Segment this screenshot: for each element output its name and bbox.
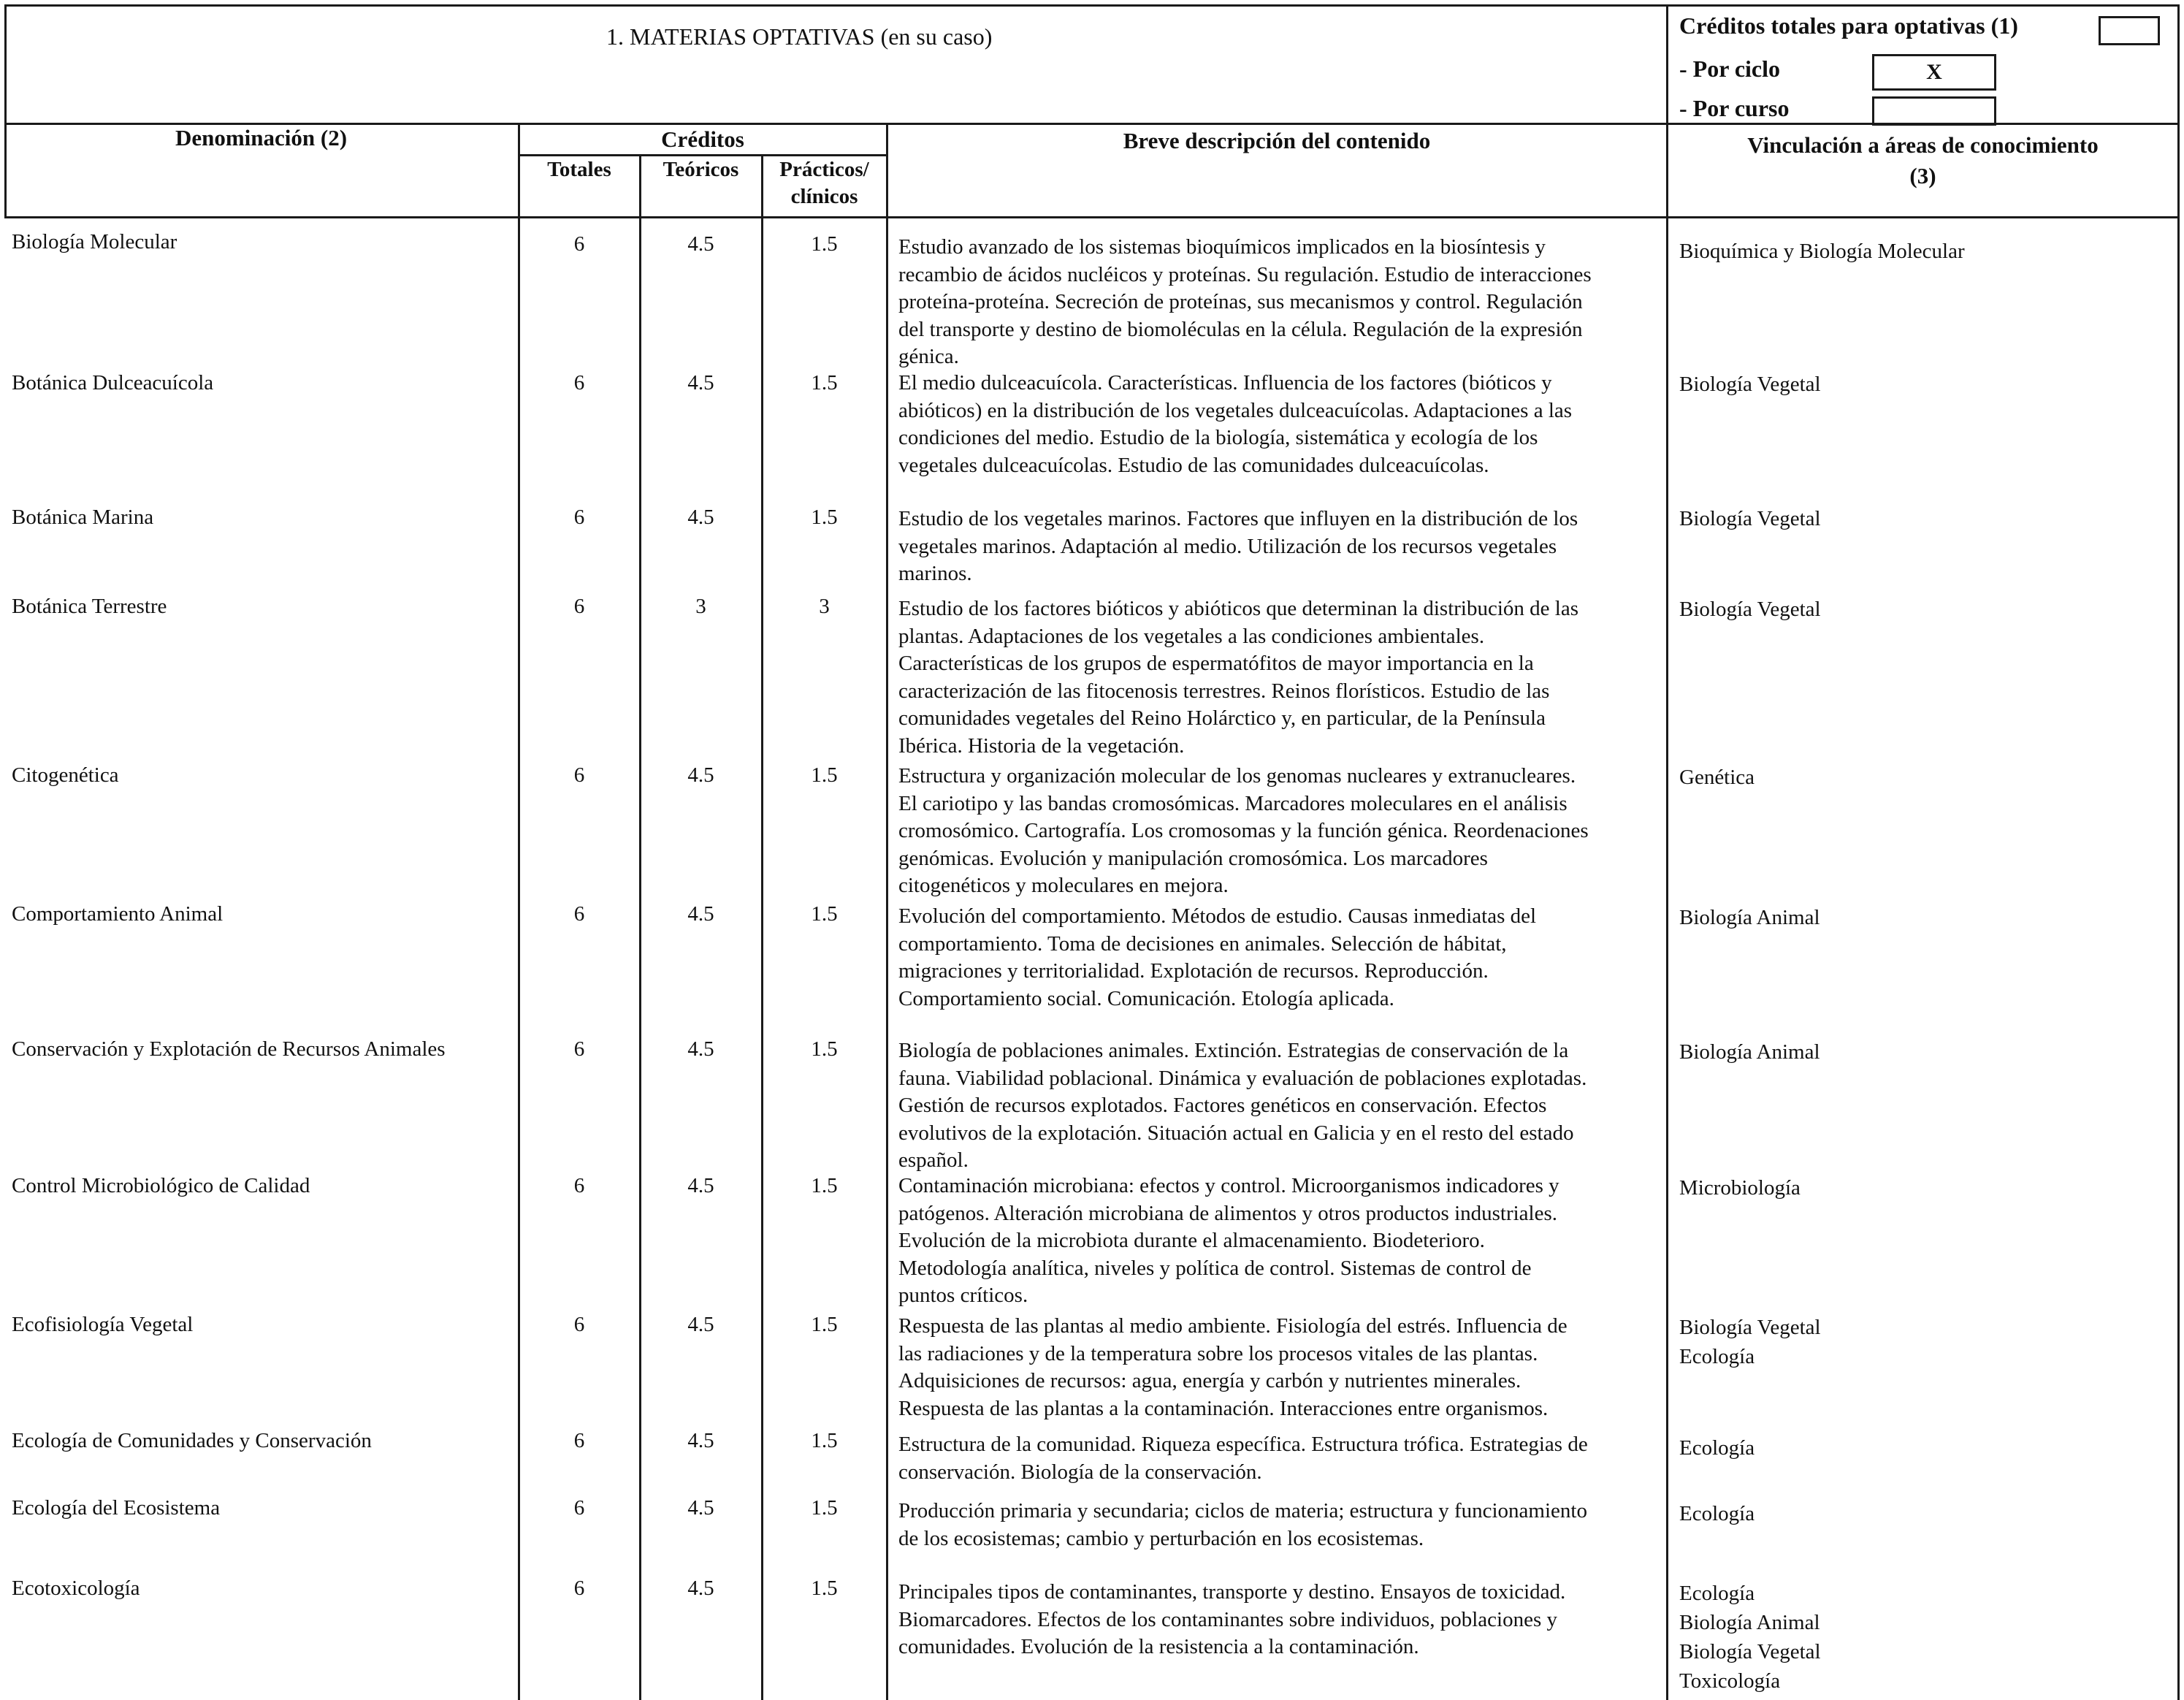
row-areas: Biología Animal — [1679, 1040, 1820, 1064]
row-description: El medio dulceacuícola. Características. Influencia de los factores (bióticos y abióticos) en la distribución de los vegetales dulceacuícolas. Adaptaciones a las condiciones del medio. Estudio de la biología, sistemática y ecología de los vegetales dulceacuícolas. Estudio de las comunidades dulceacuícolas. — [898, 371, 1573, 477]
row-totales: 6 — [573, 1429, 585, 1452]
row-name: Biología Molecular — [12, 230, 177, 254]
column-header-bottom-border — [4, 216, 2180, 218]
row-teoricos: 4.5 — [687, 371, 714, 394]
row-description: Respuesta de las plantas al medio ambiente. Fisiología del estrés. Influencia de las radiaciones y de la temperatura sobre los procesos vitales de las plantas. Adquisiciones de recursos: agua, energía y carbón y nutrientes minerales. Respuesta de las plantas a la contaminación. Interacciones entre organismos. — [898, 1314, 1568, 1420]
col-header-creditos: Créditos — [661, 126, 744, 152]
row-areas: Biología Vegetal — [1679, 598, 1821, 621]
row-practicos: 1.5 — [811, 1429, 838, 1452]
row-teoricos: 4.5 — [687, 506, 714, 529]
row-description: Estructura de la comunidad. Riqueza específica. Estructura trófica. Estrategias de conservación. Biología de la conservación. — [898, 1433, 1588, 1484]
row-description: Evolución del comportamiento. Métodos de estudio. Causas inmediatas del comportamiento. Toma de decisiones en animales. Selección de hábitat, migraciones y territorialidad. Explotación de recursos. Reproducción. Comportamiento social. Comunicación. Etología aplicada. — [898, 904, 1537, 1010]
row-practicos: 1.5 — [811, 1174, 838, 1197]
row-name: Citogenética — [12, 763, 119, 787]
row-areas: Microbiología — [1679, 1176, 1801, 1200]
row-teoricos: 4.5 — [687, 1577, 714, 1600]
col-header-practicos: Prácticos/ clínicos — [779, 158, 869, 208]
creditos-totales-label: Créditos totales para optativas (1) — [1679, 12, 2018, 39]
row-practicos: 1.5 — [811, 232, 838, 256]
row-areas: Bioquímica y Biología Molecular — [1679, 240, 1965, 263]
row-totales: 6 — [573, 371, 585, 394]
creditos-totales-box — [2099, 16, 2160, 45]
row-totales: 6 — [573, 763, 585, 787]
row-totales: 6 — [573, 1174, 585, 1197]
row-teoricos: 4.5 — [687, 1174, 714, 1197]
row-name: Control Microbiológico de Calidad — [12, 1174, 310, 1197]
col-header-teoricos: Teóricos — [663, 158, 739, 181]
col-header-totales: Totales — [547, 158, 611, 181]
row-areas: Biología Vegetal — [1679, 373, 1821, 396]
row-name: Conservación y Explotación de Recursos Animales — [12, 1037, 446, 1061]
row-name: Comportamiento Animal — [12, 902, 224, 926]
row-totales: 6 — [573, 1313, 585, 1336]
row-practicos: 1.5 — [811, 1037, 838, 1061]
row-totales: 6 — [573, 1496, 585, 1520]
row-totales: 6 — [573, 595, 585, 618]
row-teoricos: 4.5 — [687, 763, 714, 787]
row-teoricos: 4.5 — [687, 232, 714, 256]
row-description: Estructura y organización molecular de los genomas nucleares y extranucleares. El cariotipo y las bandas cromosómicas. Marcadores moleculares en el análisis cromosómico. Cartografía. Los cromosomas y la función génica. Reordenaciones genómicas. Evolución y manipulación cromosómica. Los marcadores citogenéticos y moleculares en mejora. — [898, 764, 1589, 897]
row-practicos: 3 — [819, 595, 830, 618]
row-teoricos: 4.5 — [687, 1037, 714, 1061]
title-right-border — [1666, 4, 1668, 1700]
row-description: Estudio avanzado de los sistemas bioquímicos implicados en la biosíntesis y recambio de ácidos nucléicos y proteínas. Su regulación. Estudio de interacciones proteína-proteína. Secreción de proteínas, sus mecanismos y control. Regulación del transporte y destino de biomoléculas en la célula. Regulación de la expresión génica. — [898, 235, 1592, 368]
row-description: Estudio de los vegetales marinos. Factores que influyen en la distribución de los vegetales marinos. Adaptación al medio. Utilización de los recursos vegetales marinos. — [898, 507, 1578, 585]
row-practicos: 1.5 — [811, 1577, 838, 1600]
por-ciclo-label: - Por ciclo — [1679, 56, 1781, 82]
row-teoricos: 4.5 — [687, 1313, 714, 1336]
row-practicos: 1.5 — [811, 763, 838, 787]
col-header-vinculacion: Vinculación a áreas de conocimiento (3) — [1747, 132, 2099, 188]
row-description: Estudio de los factores bióticos y abióticos que determinan la distribución de las plantas. Adaptaciones de los vegetales a las condiciones ambientales. Características de los grupos de espermatófitos de mayor importancia en la caracterización de las fitocenosis terrestres. Reinos florísticos. Estudio de las comunidades vegetales del Reino Holárctico y, en particular, de la Península Ibérica. Historia de la vegetación. — [898, 597, 1579, 758]
row-totales: 6 — [573, 1037, 585, 1061]
row-description: Contaminación microbiana: efectos y control. Microorganismos indicadores y patógenos. Alteración microbiana de alimentos y otros productos industriales. Evolución de la microbiota durante el almacenamiento. Biodeterioro. Metodología analítica, niveles y política de control. Sistemas de control de puntos críticos. — [898, 1174, 1559, 1307]
por-curso-box — [1872, 96, 1996, 126]
row-name: Ecología de Comunidades y Conservación — [12, 1429, 372, 1452]
row-totales: 6 — [573, 506, 585, 529]
row-practicos: 1.5 — [811, 902, 838, 926]
row-totales: 6 — [573, 232, 585, 256]
row-description: Principales tipos de contaminantes, transporte y destino. Ensayos de toxicidad. Biomarcadores. Efectos de los contaminantes sobre individuos, poblaciones y comunidades. Evolución de la resistencia a la contaminación. — [898, 1580, 1566, 1658]
row-areas: Genética — [1679, 766, 1755, 789]
row-name: Ecofisiología Vegetal — [12, 1313, 194, 1336]
row-areas: Ecología — [1679, 1436, 1755, 1460]
row-practicos: 1.5 — [811, 506, 838, 529]
row-name: Ecología del Ecosistema — [12, 1496, 221, 1520]
table-left-border — [4, 4, 7, 218]
col-header-descripcion: Breve descripción del contenido — [1123, 128, 1431, 153]
row-teoricos: 3 — [695, 595, 706, 618]
row-name: Ecotoxicología — [12, 1577, 140, 1600]
row-practicos: 1.5 — [811, 1496, 838, 1520]
table-right-border — [2177, 4, 2180, 1700]
row-totales: 6 — [573, 902, 585, 926]
row-description: Producción primaria y secundaria; ciclos de materia; estructura y funcionamiento de los ecosistemas; cambio y perturbación en los ecosistemas. — [898, 1499, 1587, 1550]
row-name: Botánica Terrestre — [12, 595, 167, 618]
row-teoricos: 4.5 — [687, 1429, 714, 1452]
por-curso-label: - Por curso — [1679, 95, 1790, 121]
row-totales: 6 — [573, 1577, 585, 1600]
table-top-border — [4, 4, 2180, 7]
row-description: Biología de poblaciones animales. Extinción. Estrategias de conservación de la fauna. Viabilidad poblacional. Dinámica y evaluación de poblaciones explotadas. Gestión de recursos explotados. Factores genéticos en conservación. Efectos evolutivos de la explotación. Situación actual en Galicia y en el resto del estado español. — [898, 1039, 1587, 1172]
row-teoricos: 4.5 — [687, 902, 714, 926]
row-practicos: 1.5 — [811, 1313, 838, 1336]
por-ciclo-box: X — [1872, 54, 1996, 91]
row-areas: Biología Vegetal — [1679, 507, 1821, 530]
row-areas: Biología Vegetal Ecología — [1679, 1316, 1821, 1368]
row-areas: Biología Animal — [1679, 906, 1820, 929]
row-name: Botánica Dulceacuícola — [12, 371, 214, 394]
row-name: Botánica Marina — [12, 506, 154, 529]
row-teoricos: 4.5 — [687, 1496, 714, 1520]
row-areas: Ecología — [1679, 1502, 1755, 1525]
row-areas: Ecología Biología Animal Biología Vegetal Toxicología — [1679, 1582, 1821, 1693]
section-title: 1. MATERIAS OPTATIVAS (en su caso) — [606, 23, 993, 50]
col-header-denominacion: Denominación (2) — [175, 125, 348, 150]
row-practicos: 1.5 — [811, 371, 838, 394]
